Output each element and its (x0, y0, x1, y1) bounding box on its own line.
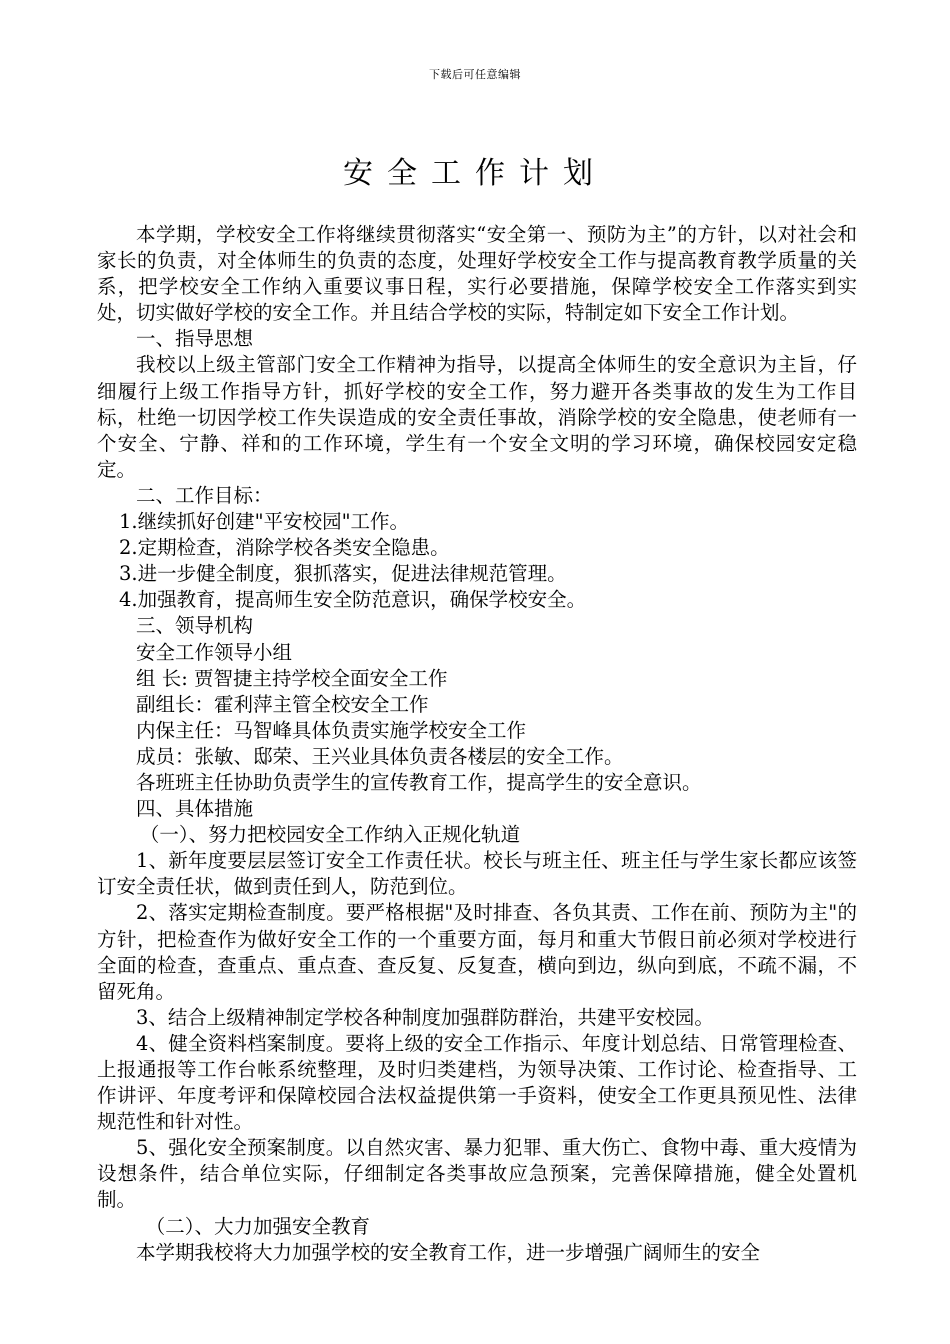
leadership-leader: 组 长: 贾智捷主持学校全面安全工作 (136, 666, 448, 690)
leadership-deputy: 副组长：霍利萍主管全校安全工作 (136, 692, 429, 716)
document-body (97, 222, 857, 1266)
leadership-group-title: 安全工作领导小组 (136, 640, 293, 664)
measure-item-1: 1、新年度要层层签订安全工作责任状。校长与班主任、班主任与学生家长都应该签订安全责任状，做到责任到人，防范到位。 (97, 849, 857, 899)
subsection-heading-1: （一）、努力把校园安全工作纳入正规化轨道 (139, 823, 521, 847)
section-heading-guiding-ideology: 一、指导思想 (136, 327, 254, 351)
goal-item-1: 1.继续抓好创建"平安校园"工作。 (119, 510, 410, 534)
goal-item-2: 2.定期检查，消除学校各类安全隐患。 (119, 536, 450, 560)
document-title: 安全工作计划 (343, 156, 607, 192)
leadership-security-director: 内保主任：马智峰具体负责实施学校安全工作 (136, 718, 527, 742)
goal-item-4: 4.加强教育，提高师生安全防范意识，确保学校安全。 (119, 588, 587, 612)
paragraph-guiding-ideology: 我校以上级主管部门安全工作精神为指导，以提高全体师生的安全意识为主旨，仔细履行上级工作指导方针，抓好学校的安全工作，努力避开各类事故的发生为工作目标，杜绝一切因学校工作失误造成的安全责任事故，消除学校的安全隐患，使老师有一个安全、宁静、祥和的工作环境，学生有一个安全文明的学习环境，确保校园安定稳定。 (97, 353, 857, 481)
subsection-heading-2: （二）、大力加强安全教育 (145, 1214, 371, 1238)
section-heading-measures: 四、具体措施 (136, 797, 254, 821)
leadership-members: 成员：张敏、邸荣、王兴业具体负责各楼层的安全工作。 (136, 744, 624, 768)
measure-item-2: 2、落实定期检查制度。要严格根据"及时排查、各负其责、工作在前、预防为主"的方针，把检查作为做好安全工作的一个重要方面，每月和重大节假日前必须对学校进行全面的检查，查重点、重点查、查反复、反复查，横向到边，纵向到底，不疏不漏，不留死角。 (97, 901, 857, 1003)
measure-item-4: 4、健全资料档案制度。要将上级的安全工作指示、年度计划总结、日常管理检查、上报通报等工作台帐系统整理，及时归类建档，为领导决策、工作讨论、检查指导、工作讲评、年度考评和保障校园合法权益提供第一手资料，使安全工作更具预见性、法律规范性和针对性。 (97, 1031, 857, 1134)
measure-item-5: 5、强化安全预案制度。以自然灾害、暴力犯罪、重大伤亡、食物中毒、重大疫情为设想条件，结合单位实际，仔细制定各类事故应急预案，完善保障措施，健全处置机制。 (97, 1136, 857, 1212)
paragraph-intro: 本学期，学校安全工作将继续贯彻落实“安全第一、预防为主”的方针，以对社会和家长的负责，对全体师生的负责的态度，处理好学校安全工作与提高教育教学质量的关系，把学校安全工作纳入重要议事日程，实行必要措施，保障学校安全工作落实到实处，切实做好学校的安全工作。并且结合学校的实际，特制定如下安全工作计划。 (97, 223, 857, 325)
header-note: 下载后可任意编辑 (429, 68, 521, 81)
leadership-class-teachers: 各班班主任协助负责学生的宣传教育工作，提高学生的安全意识。 (136, 770, 702, 794)
measure-item-3: 3、结合上级精神制定学校各种制度加强群防群治，共建平安校园。 (136, 1005, 714, 1029)
section-heading-work-goals: 二、工作目标： (136, 483, 273, 507)
paragraph-safety-education: 本学期我校将大力加强学校的安全教育工作，进一步增强广阔师生的安全 (136, 1240, 761, 1264)
section-heading-leadership: 三、领导机构 (136, 614, 254, 638)
goal-item-3: 3.进一步健全制度，狠抓落实，促进法律规范管理。 (119, 562, 567, 586)
